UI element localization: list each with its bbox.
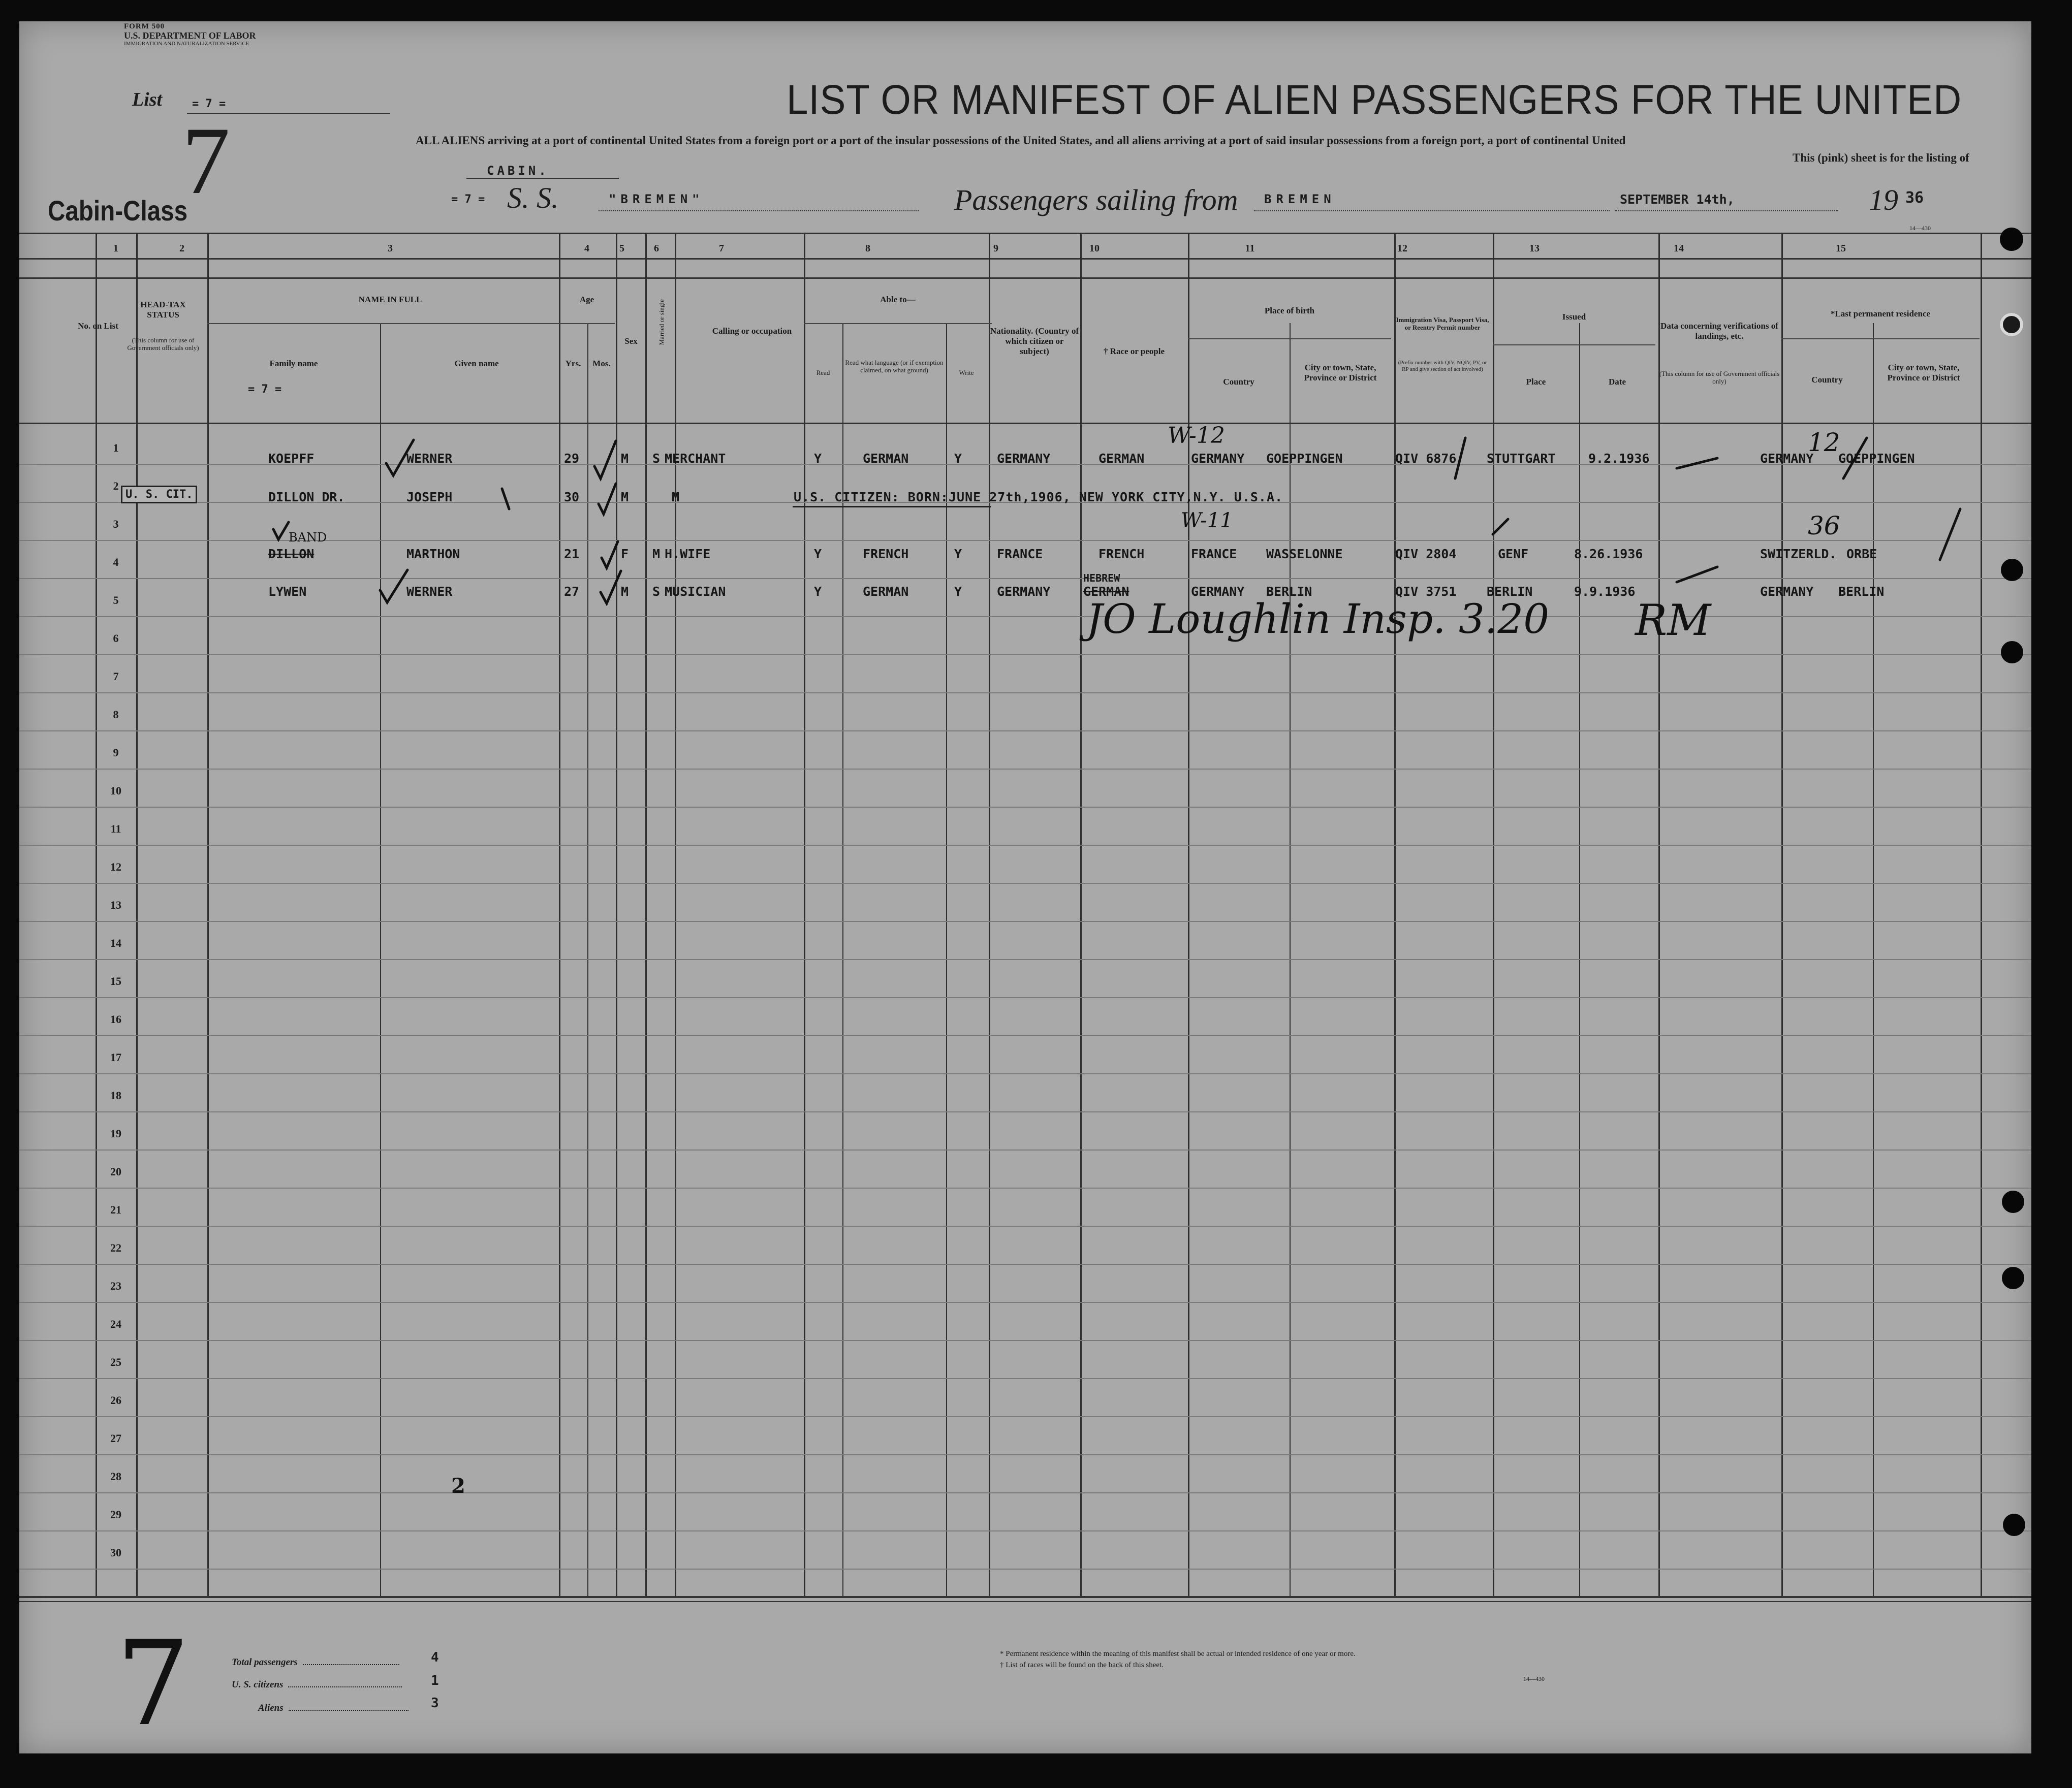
header-lr-city: City or town, State, Province or District — [1887, 363, 1960, 382]
row3-given: MARTHON — [406, 547, 460, 561]
footnote-races: † List of races will be found on the back of this sheet. — [1000, 1661, 1164, 1669]
ship-name: "BREMEN" — [609, 192, 704, 206]
header-no-on-list: No. on List — [78, 321, 118, 331]
row2-age: 30 — [564, 490, 580, 504]
row2-given: JOSEPH — [406, 490, 453, 504]
us-citizens-label: U. S. citizens — [232, 1679, 284, 1690]
row3-sex: F — [621, 547, 629, 561]
row-number: 24 — [110, 1318, 121, 1330]
colnum-9: 9 — [993, 243, 998, 254]
totals-total-passengers — [232, 1657, 399, 1668]
manifest-title: LIST OR MANIFEST OF ALIEN PASSENGERS FOR THE UNITED — [787, 77, 1962, 123]
row3-res-city: ORBE — [1846, 547, 1877, 561]
row-number: 3 — [113, 518, 119, 530]
colnum-11: 11 — [1245, 243, 1255, 254]
row-number: 8 — [113, 708, 119, 721]
form-number: FORM 500 — [124, 22, 165, 30]
punch-hole — [2000, 313, 2023, 336]
list-label: List — [132, 89, 163, 110]
header-yrs: Yrs. — [565, 359, 581, 368]
instructions-line-1: ALL ALIENS arriving at a port of continental United States from a foreign port or a port of the insular possessions of the United States, and all aliens arriving at a port of said insular possessions from a foreign port, a port of continental United — [416, 134, 1626, 147]
row3-family-annotation: BAND — [289, 530, 327, 545]
row-number: 14 — [110, 937, 121, 949]
row3-race: FRENCH — [1098, 547, 1145, 561]
colnum-10: 10 — [1089, 243, 1100, 254]
row4-given: WERNER — [406, 584, 453, 599]
row-number: 20 — [110, 1165, 121, 1178]
row4-birth-country: GERMANY — [1191, 584, 1245, 599]
row-number: 26 — [110, 1394, 121, 1407]
row3-language: FRENCH — [863, 547, 909, 561]
row1-occupation: MERCHANT — [665, 451, 726, 466]
colnum-13: 13 — [1529, 243, 1540, 254]
row4-married: S — [652, 584, 661, 599]
row-number: 2 — [113, 480, 119, 492]
row-number: 12 — [110, 860, 121, 873]
header-family-name: Family name — [269, 359, 318, 368]
header-lr-country: Country — [1811, 375, 1843, 385]
check-mark-row1-visa — [1455, 438, 1465, 478]
row4-race-added: HEBREW — [1083, 572, 1120, 584]
row-number: 11 — [110, 822, 121, 835]
sailing-port: BREMEN — [1264, 192, 1336, 206]
family-name-typed: = 7 = — [248, 383, 282, 396]
header-married: Married or single — [657, 299, 666, 345]
header-data-concerning: Data concerning verifications of landings, etc. — [1660, 321, 1778, 341]
row-number: 15 — [110, 975, 121, 987]
header-calling: Calling or occupation — [712, 326, 792, 336]
row-number: 28 — [110, 1470, 121, 1483]
year-value: 36 — [1905, 189, 1924, 207]
row3-married: M — [652, 547, 661, 561]
left-margin-mark: 7 — [116, 1616, 191, 1752]
colnum-3: 3 — [388, 243, 393, 254]
colnum-6: 6 — [654, 243, 659, 254]
row1-visa: QIV 6876 — [1395, 451, 1457, 466]
instructions-line-2: This (pink) sheet is for the listing of — [1793, 151, 1969, 164]
row2-married: M — [672, 490, 680, 504]
row-number: 22 — [110, 1241, 121, 1254]
stray-mark-2: 2 — [451, 1474, 465, 1498]
aliens-value: 3 — [431, 1696, 439, 1711]
row4-res-country: GERMANY — [1760, 584, 1814, 599]
row1-family: KOEPFF — [268, 451, 315, 466]
header-race: † Race or people — [1103, 346, 1165, 356]
row1-res-city: GOEPPINGEN — [1838, 451, 1915, 466]
check-mark-row1-residence — [1843, 438, 1867, 478]
row1-issued-date: 9.2.1936 — [1588, 451, 1650, 466]
header-write: Write — [959, 369, 974, 376]
row3-issued-date: 8.26.1936 — [1574, 547, 1643, 561]
ship-label: S. S. — [507, 181, 559, 214]
header-given-name: Given name — [454, 359, 499, 368]
row-number: 30 — [110, 1546, 121, 1559]
punch-hole — [2002, 1267, 2024, 1289]
punch-hole — [2003, 1514, 2025, 1536]
handwritten-marks — [19, 21, 2031, 1753]
colnum-15: 15 — [1836, 243, 1846, 254]
row1-race: GERMAN — [1098, 451, 1145, 466]
header-pob-city: City or town, State, Province or District — [1304, 363, 1377, 382]
row3-read: Y — [814, 547, 822, 561]
ship-prefix: = 7 = — [451, 193, 485, 206]
row4-sex: M — [621, 584, 629, 599]
row-number: 18 — [110, 1089, 121, 1102]
row1-issued-place: STUTTGART — [1487, 451, 1556, 466]
row-number: 13 — [110, 899, 121, 911]
row2-family: DILLON DR. — [268, 490, 345, 504]
header-pob-country: Country — [1223, 377, 1254, 387]
header-place-of-birth: Place of birth — [1264, 306, 1315, 315]
sailing-date: SEPTEMBER 14th, — [1620, 192, 1735, 207]
row-number: 9 — [113, 746, 119, 759]
row1-read: Y — [814, 451, 822, 466]
check-mark-row3-age — [602, 541, 618, 568]
colnum-4: 4 — [584, 243, 589, 254]
row-number: 25 — [110, 1356, 121, 1368]
row-number: 1 — [113, 441, 119, 454]
header-head-tax-note: (This column for use of Government officials only) — [127, 336, 199, 352]
row1-sex: M — [621, 451, 629, 466]
row2-citizen-note: U.S. CITIZEN: BORN:JUNE 27th,1906, NEW YORK CITY,N.Y. U.S.A. — [794, 490, 1283, 504]
row1-birth-city: GOEPPINGEN — [1266, 451, 1343, 466]
row-number: 17 — [110, 1051, 121, 1064]
row3-occupation: H.WIFE — [665, 547, 711, 561]
annotation-r36: 36 — [1808, 511, 1840, 540]
header-mos: Mos. — [592, 359, 611, 368]
colnum-2: 2 — [179, 243, 184, 254]
colnum-8: 8 — [865, 243, 870, 254]
check-mark-row4-name — [380, 570, 407, 602]
stroke-row2-given — [502, 489, 509, 509]
stroke-row2-visa — [1493, 519, 1508, 534]
row3-family: DILLON — [268, 547, 315, 561]
manifest-paper — [19, 21, 2031, 1753]
cabin-typed: CABIN. — [487, 164, 549, 178]
row4-birth-city: BERLIN — [1266, 584, 1312, 599]
totals-aliens — [258, 1703, 409, 1714]
row-number: 19 — [110, 1127, 121, 1140]
total-passengers-label: Total passengers — [232, 1657, 298, 1668]
department-name: U.S. DEPARTMENT OF LABOR — [124, 30, 256, 41]
us-citizens-value: 1 — [431, 1673, 439, 1688]
row-number: 23 — [110, 1280, 121, 1292]
aliens-label: Aliens — [258, 1703, 284, 1713]
punch-hole — [2002, 1191, 2024, 1213]
punch-hole — [2001, 559, 2023, 581]
year-label: 19 — [1869, 183, 1898, 216]
form-code-top: 14—430 — [1909, 225, 1931, 232]
list-big-number: 7 — [182, 108, 230, 214]
row4-issued-date: 9.9.1936 — [1574, 584, 1636, 599]
row4-res-city: BERLIN — [1838, 584, 1885, 599]
row3-birth-country: FRANCE — [1191, 547, 1237, 561]
row3-write: Y — [954, 547, 962, 561]
colnum-12: 12 — [1397, 243, 1407, 254]
row1-birth-country: GERMANY — [1191, 451, 1245, 466]
header-data-note: (This column for use of Government officials only) — [1659, 370, 1780, 385]
total-passengers-value: 4 — [431, 1650, 439, 1665]
header-last-residence: *Last permanent residence — [1830, 309, 1931, 318]
row-number: 7 — [113, 670, 119, 683]
header-read-language: Read what language (or if exemption claimed, on what ground) — [845, 359, 944, 374]
row-number: 21 — [110, 1203, 121, 1216]
punch-hole — [2000, 228, 2023, 251]
row-number: 5 — [113, 594, 119, 606]
row1-age: 29 — [564, 451, 580, 466]
annotation-w12: W-12 — [1168, 423, 1225, 449]
row4-language: GERMAN — [863, 584, 909, 599]
row-number: 4 — [113, 556, 119, 568]
row4-write: Y — [954, 584, 962, 599]
row4-nationality: GERMANY — [997, 584, 1051, 599]
header-head-tax: HEAD-TAX STATUS — [140, 300, 186, 320]
sailing-label: Passengers sailing from — [954, 183, 1238, 216]
check-mark-row1-age — [594, 441, 616, 478]
row-number: 27 — [110, 1432, 121, 1445]
row2-sex: M — [621, 490, 629, 504]
annotation-r12: 12 — [1808, 428, 1840, 457]
header-issued-date: Date — [1609, 377, 1626, 387]
footnote-residence: * Permanent residence within the meaning of this manifest shall be actual or intended residence of one year or more. — [1000, 1650, 1356, 1658]
punch-hole — [2001, 641, 2023, 663]
check-mark-row2-age — [599, 484, 616, 514]
service-name: IMMIGRATION AND NATURALIZATION SERVICE — [124, 41, 249, 47]
colnum-5: 5 — [619, 243, 624, 254]
row3-age: 21 — [564, 547, 580, 561]
header-read: Read — [816, 369, 830, 376]
row1-res-country: GERMANY — [1760, 451, 1814, 466]
row4-visa: QIV 3751 — [1395, 584, 1457, 599]
header-visa: Immigration Visa, Passport Visa, or Reentry Permit number — [1396, 316, 1489, 331]
totals-us-citizens — [232, 1679, 402, 1690]
header-able-to: Able to— — [880, 295, 916, 304]
row1-married: S — [652, 451, 661, 466]
dash-row4-data — [1677, 567, 1717, 582]
header-age: Age — [579, 295, 594, 304]
row3-visa: QIV 2804 — [1395, 547, 1457, 561]
colnum-1: 1 — [113, 243, 118, 254]
colnum-14: 14 — [1674, 243, 1684, 254]
header-nationality: Nationality. (Country of which citizen or subject) — [990, 326, 1079, 356]
row4-occupation: MUSICIAN — [665, 584, 726, 599]
inspector-signature: JO Loughlin Insp. 3.20 — [1086, 595, 1550, 643]
row4-family: LYWEN — [268, 584, 307, 599]
dash-row1-data — [1677, 458, 1717, 468]
header-visa-note: (Prefix number with QIV, NQIV, PV, or RP and give section of act involved) — [1398, 360, 1487, 372]
row3-birth-city: WASSELONNE — [1266, 547, 1343, 561]
list-value: = 7 = — [192, 98, 226, 110]
row4-age: 27 — [564, 584, 580, 599]
cabin-class-label: Cabin-Class — [48, 195, 188, 227]
row1-given: WERNER — [406, 451, 453, 466]
row4-race-crossed: GERMAN — [1083, 584, 1129, 599]
check-mark-row4-age — [601, 571, 621, 603]
row1-language: GERMAN — [863, 451, 909, 466]
row3-issued-place: GENF — [1498, 547, 1529, 561]
row4-issued-place: BERLIN — [1487, 584, 1533, 599]
row1-nationality: GERMANY — [997, 451, 1051, 466]
check-mark-row1-name — [386, 440, 414, 475]
row1-write: Y — [954, 451, 962, 466]
header-name-in-full: NAME IN FULL — [358, 295, 422, 304]
row-number: 10 — [110, 784, 121, 797]
row-number: 6 — [113, 632, 119, 645]
inspector-initials: RM — [1635, 595, 1711, 645]
check-mark-row3-name — [273, 522, 289, 539]
stroke-row3-residence — [1940, 509, 1960, 560]
footnote-code: 14—430 — [1523, 1675, 1545, 1682]
row3-res-country: SWITZERLD. — [1760, 547, 1837, 561]
annotation-w11: W-11 — [1181, 509, 1233, 532]
row3-nationality: FRANCE — [997, 547, 1043, 561]
colnum-7: 7 — [719, 243, 724, 254]
row-number: 16 — [110, 1013, 121, 1026]
header-issued-place: Place — [1526, 377, 1546, 387]
header-issued: Issued — [1562, 312, 1586, 322]
row2-head-tax-stamp: U. S. CIT. — [121, 486, 197, 503]
row-number: 29 — [110, 1508, 121, 1521]
row4-read: Y — [814, 584, 822, 599]
header-sex: Sex — [624, 336, 638, 346]
